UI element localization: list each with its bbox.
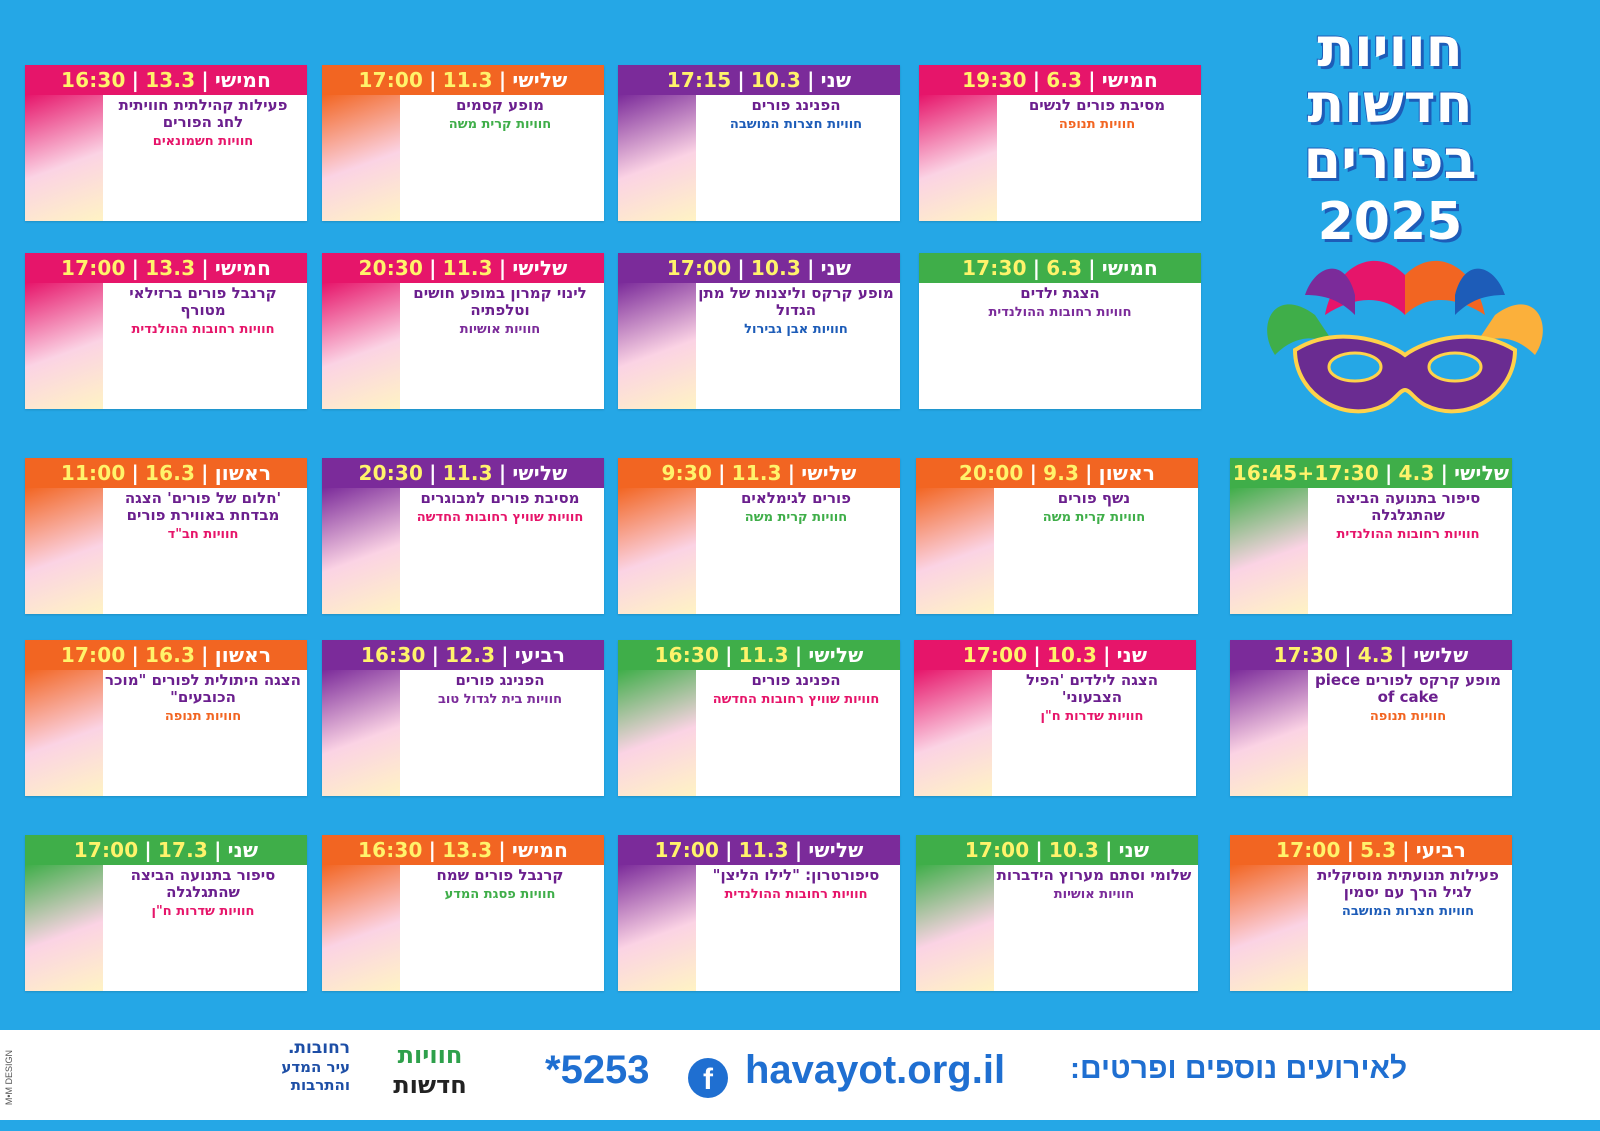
event-card-text <box>925 285 1195 321</box>
event-card-body <box>322 865 604 991</box>
event-card <box>919 65 1201 221</box>
event-day: שלישי <box>1413 643 1469 667</box>
brand-title-line-3: בפורים <box>1303 128 1477 191</box>
event-organizer: חוויות אבן גבירול <box>744 322 848 337</box>
performer-woman-image <box>322 283 400 409</box>
egg-story-image-2 <box>25 865 103 991</box>
header-separator: | <box>725 643 733 667</box>
event-card-header <box>25 835 307 865</box>
event-time: 16:45+17:30 <box>1232 461 1380 485</box>
event-time: 19:30 <box>962 68 1027 92</box>
event-title: הצגת ילדים <box>1020 284 1100 302</box>
mask-eye-right <box>1429 353 1481 381</box>
event-card-header <box>322 65 604 95</box>
header-separator: | <box>1402 838 1410 862</box>
event-date: 5.3 <box>1360 838 1397 862</box>
event-card <box>1230 835 1512 991</box>
brand-logo <box>1230 16 1550 260</box>
event-card-body <box>25 283 307 409</box>
event-time: 9:30 <box>661 461 713 485</box>
event-organizer: חוויות תנופה <box>1369 709 1447 724</box>
event-organizer: חוויות בית לגדול טוב <box>437 692 563 707</box>
party-glasses-image <box>618 95 696 221</box>
header-separator: | <box>1085 461 1093 485</box>
event-day: שני <box>820 256 852 280</box>
event-card <box>322 458 604 614</box>
clowns-party-image <box>322 488 400 614</box>
event-card-header <box>916 458 1198 488</box>
header-separator: | <box>794 643 803 667</box>
header-separator: | <box>807 68 815 92</box>
event-day: שני <box>227 838 259 862</box>
event-card <box>916 458 1198 614</box>
event-date: 9.3 <box>1043 461 1080 485</box>
event-card-body <box>618 95 900 221</box>
brand-title-line-1: חוויות <box>1317 16 1463 79</box>
header-separator: | <box>725 838 733 862</box>
event-card-body <box>322 283 604 409</box>
event-card-text <box>698 285 894 338</box>
facebook-icon[interactable]: f <box>688 1058 728 1098</box>
event-date: 10.3 <box>1048 838 1100 862</box>
event-time: 17:00 <box>73 838 139 862</box>
event-time: 16:30 <box>358 838 423 862</box>
event-time: 17:00 <box>964 838 1030 862</box>
event-card <box>1230 640 1512 796</box>
event-card-body <box>25 95 307 221</box>
event-card-text <box>1310 672 1506 725</box>
event-organizer: חוויות שדרות ח"ן <box>1040 709 1144 724</box>
event-card-text <box>698 867 894 903</box>
event-card-text <box>698 672 894 708</box>
event-organizer: חוויות קרית משה <box>1042 510 1146 525</box>
event-card-body <box>914 670 1196 796</box>
header-separator: | <box>428 838 437 862</box>
event-card-body <box>322 488 604 614</box>
event-time: 17:00 <box>654 838 720 862</box>
header-separator: | <box>1440 461 1449 485</box>
event-card-text <box>105 97 301 150</box>
event-title: סיפור בתנועה הביצה שהתגלגלה <box>1335 489 1481 524</box>
event-card <box>914 640 1196 796</box>
event-title: הפנינג פורים <box>455 671 545 689</box>
event-card <box>618 640 900 796</box>
event-card-header <box>322 835 604 865</box>
footer-info-label: לאירועים נוספים ופרטים: <box>1070 1052 1408 1085</box>
event-card-text <box>105 490 301 543</box>
header-separator: | <box>1088 68 1096 92</box>
header-separator: | <box>429 461 437 485</box>
havayot-logo <box>375 1040 485 1110</box>
event-date: 10.3 <box>1046 643 1098 667</box>
rehovot-logo-line-1: רחובות. <box>287 1038 350 1058</box>
header-separator: | <box>201 256 209 280</box>
event-day: חמישי <box>214 68 272 92</box>
unicorn-image <box>1230 865 1308 991</box>
event-card-body <box>618 670 900 796</box>
event-card <box>618 65 900 221</box>
header-separator: | <box>131 68 140 92</box>
characters-image <box>916 865 994 991</box>
event-card-text <box>996 490 1192 526</box>
event-time: 17:00 <box>962 643 1028 667</box>
header-separator: | <box>1033 643 1041 667</box>
event-date: 11.3 <box>442 68 493 92</box>
mask-feathers <box>1267 261 1543 355</box>
event-organizer: חוויות רחובות ההולנדית <box>724 887 868 902</box>
event-card-body <box>1230 488 1512 614</box>
header-separator: | <box>1088 256 1096 280</box>
event-organizer: חוויות שוויץ רחובות החדשה <box>712 692 880 707</box>
event-card-text <box>402 672 598 708</box>
event-card <box>322 253 604 409</box>
event-date: 11.3 <box>442 461 493 485</box>
purim-dream-image <box>25 488 103 614</box>
event-date: 4.3 <box>1357 643 1394 667</box>
event-organizer: חוויות תנופה <box>1058 117 1136 132</box>
carnival-mask-image <box>1255 255 1555 435</box>
event-card-header <box>25 640 307 670</box>
event-card <box>25 835 307 991</box>
event-date: 13.3 <box>442 838 493 862</box>
event-title: הפנינג פורים <box>751 671 841 689</box>
header-separator: | <box>498 461 507 485</box>
header-separator: | <box>431 643 440 667</box>
event-card-text <box>994 672 1190 725</box>
event-card-header <box>322 253 604 283</box>
event-card-header <box>25 458 307 488</box>
carnival-dancer-image <box>25 283 103 409</box>
event-card-body <box>25 488 307 614</box>
header-separator: | <box>1029 461 1038 485</box>
header-separator: | <box>144 838 152 862</box>
footer-bottom-bar <box>0 1120 1600 1131</box>
event-card <box>1230 458 1512 614</box>
rehovot-logo <box>230 1038 350 1112</box>
header-separator: | <box>498 256 507 280</box>
header-separator: | <box>131 643 140 667</box>
event-title: 'חלום של פורים' הצגה מבדחת באווירת פורים <box>124 489 282 524</box>
event-card <box>916 835 1198 991</box>
event-card-header <box>25 65 307 95</box>
event-card-text <box>105 867 301 920</box>
event-card-header <box>618 640 900 670</box>
rehovot-logo-line-2: עיר המדע <box>281 1058 350 1076</box>
event-card-text <box>698 97 894 133</box>
event-time: 17:00 <box>60 643 126 667</box>
event-organizer: חוויות רחובות ההולנדית <box>131 322 275 337</box>
event-card-body <box>618 865 900 991</box>
event-card <box>919 253 1201 409</box>
event-time: 17:00 <box>61 256 126 280</box>
havayot-logo-line-2: חדשות <box>393 1071 467 1099</box>
design-credit: M•M DESIGN <box>4 1050 14 1106</box>
event-title: פעילות תנועתית מוסיקלית לגיל הרך עם יסמין <box>1317 866 1499 901</box>
event-organizer: חוויות אושיות <box>459 322 541 337</box>
event-date: 10.3 <box>750 68 802 92</box>
event-organizer: חוויות קרית משה <box>744 510 848 525</box>
event-title: מופע קסמים <box>455 96 545 114</box>
event-card-header <box>25 253 307 283</box>
event-title: הפנינג פורים <box>751 96 841 114</box>
event-card-text <box>402 867 598 903</box>
event-title: מופע קרקס לפורים piece of cake <box>1315 671 1501 706</box>
event-day: רביעי <box>1415 838 1467 862</box>
header-separator: | <box>1399 643 1408 667</box>
event-card <box>25 640 307 796</box>
event-date: 11.3 <box>738 838 789 862</box>
event-date: 10.3 <box>750 256 802 280</box>
header-separator: | <box>1032 68 1041 92</box>
header-separator: | <box>787 461 796 485</box>
event-card-text <box>402 285 598 338</box>
header-separator: | <box>1105 838 1113 862</box>
header-separator: | <box>429 256 437 280</box>
event-card <box>618 253 900 409</box>
event-card-body <box>322 670 604 796</box>
event-day: רביעי <box>514 643 566 667</box>
event-date: 11.3 <box>731 461 782 485</box>
header-separator: | <box>501 643 509 667</box>
event-card-header <box>919 65 1201 95</box>
event-title: קרנבל פורים שמח <box>436 866 564 884</box>
event-time: 17:30 <box>1273 643 1339 667</box>
event-card-text <box>402 97 598 133</box>
event-card-text <box>105 672 301 725</box>
header-separator: | <box>737 68 745 92</box>
event-card <box>618 458 900 614</box>
event-date: 6.3 <box>1046 68 1083 92</box>
header-separator: | <box>214 838 222 862</box>
event-card <box>322 835 604 991</box>
event-time: 17:00 <box>358 68 424 92</box>
event-card <box>618 835 900 991</box>
event-date: 16.3 <box>145 643 196 667</box>
event-time: 11:00 <box>60 461 126 485</box>
havayot-logo-line-1: חוויות <box>397 1041 463 1069</box>
header-separator: | <box>498 838 506 862</box>
event-card-text <box>698 490 894 526</box>
mask-eye-left <box>1329 353 1381 381</box>
event-time: 16:30 <box>61 68 126 92</box>
event-organizer: חוויות שדרות ח"ן <box>151 904 255 919</box>
circus-image <box>618 283 696 409</box>
event-day: שלישי <box>512 461 568 485</box>
event-title: מסיבת פורים למבוגרים <box>420 489 580 507</box>
event-organizer: חוויות רחובות ההולנדית <box>1336 527 1480 542</box>
event-title: מופע קרקס וליצנות של מתן הגדול <box>698 284 894 319</box>
magic-hat-image <box>322 95 400 221</box>
event-title: הצגה היתולית לפורים "מוכר הכובעים" <box>105 671 301 706</box>
event-time: 17:30 <box>962 256 1027 280</box>
elephant-image <box>914 670 992 796</box>
event-organizer: חוויות חב"ד <box>167 527 239 542</box>
event-organizer: חוויות אושיות <box>1053 887 1135 902</box>
hat-seller-image <box>25 670 103 796</box>
header-separator: | <box>201 461 209 485</box>
header-separator: | <box>131 461 140 485</box>
event-card <box>25 458 307 614</box>
event-title: לינוי קמרון במופע חושים וטלפתיה <box>413 284 587 319</box>
header-separator: | <box>201 68 209 92</box>
event-card-body <box>25 865 307 991</box>
header-separator: | <box>1385 461 1393 485</box>
clown-image <box>25 95 103 221</box>
event-card-body <box>618 283 900 409</box>
event-card-body <box>916 488 1198 614</box>
event-day: שני <box>820 68 852 92</box>
event-title: נשף פורים <box>1057 489 1131 507</box>
event-time: 16:30 <box>360 643 426 667</box>
event-title: סיפור בתנועה הביצה שהתגלגלה <box>130 866 276 901</box>
event-card-header <box>322 640 604 670</box>
event-organizer: חוויות פסגת המדע <box>444 887 556 902</box>
event-time: 17:00 <box>1275 838 1341 862</box>
event-card <box>322 640 604 796</box>
event-time: 16:30 <box>654 643 720 667</box>
event-day: שלישי <box>808 643 864 667</box>
event-day: חמישי <box>214 256 272 280</box>
event-day: חמישי <box>1101 256 1158 280</box>
header-separator: | <box>1103 643 1111 667</box>
event-card-header <box>322 458 604 488</box>
header-separator: | <box>1035 838 1043 862</box>
phone-number[interactable]: *5253 <box>545 1048 650 1092</box>
hamantaschen-image <box>322 865 400 991</box>
event-organizer: חוויות קרית משה <box>448 117 552 132</box>
singer-image <box>916 488 994 614</box>
event-card-body <box>618 488 900 614</box>
event-card <box>322 65 604 221</box>
event-day: ראשון <box>214 461 272 485</box>
women-image <box>919 95 997 221</box>
king-image <box>322 670 400 796</box>
event-card <box>25 65 307 221</box>
event-card-body <box>1230 865 1512 991</box>
event-card-body <box>916 865 1198 991</box>
event-date: 13.3 <box>145 68 196 92</box>
event-card-header <box>1230 640 1512 670</box>
event-title: שלומי וסתם מערוץ הידברות <box>996 866 1192 884</box>
event-card-text <box>996 867 1192 903</box>
header-separator: | <box>794 838 803 862</box>
event-title: סיפורטרון: "לילו הליצן" <box>712 866 880 884</box>
event-card-body <box>1230 670 1512 796</box>
event-organizer: חוויות חצרות המושבה <box>729 117 863 132</box>
egg-story-image <box>1230 488 1308 614</box>
event-time: 17:15 <box>666 68 732 92</box>
rehovot-logo-line-3: והתרבות <box>290 1076 350 1094</box>
event-card-header <box>916 835 1198 865</box>
event-day: חמישי <box>1101 68 1158 92</box>
event-organizer: חוויות רחובות ההולנדית <box>988 305 1132 320</box>
event-card-header <box>914 640 1196 670</box>
event-day: שני <box>1118 838 1150 862</box>
event-card-body <box>322 95 604 221</box>
event-card-text <box>402 490 598 526</box>
event-day: שני <box>1116 643 1148 667</box>
event-day: ראשון <box>214 643 272 667</box>
event-card-header <box>1230 835 1512 865</box>
event-date: 13.3 <box>145 256 196 280</box>
event-time: 20:30 <box>358 256 424 280</box>
cake-image <box>1230 670 1308 796</box>
event-card <box>25 253 307 409</box>
event-organizer: חוויות תנופה <box>164 709 242 724</box>
brand-title-line-2: חדשות <box>1307 72 1473 135</box>
event-title: מסיבת פורים לנשים <box>1028 96 1166 114</box>
event-date: 17.3 <box>157 838 209 862</box>
header-separator: | <box>429 68 437 92</box>
website-link[interactable]: havayot.org.il <box>745 1048 1006 1092</box>
event-time: 20:30 <box>358 461 424 485</box>
event-title: פורים לגימלאים <box>740 489 852 507</box>
header-separator: | <box>131 256 140 280</box>
event-day: שלישי <box>808 838 864 862</box>
event-card-text <box>1310 490 1506 543</box>
event-organizer: חוויות שוויץ רחובות החדשה <box>416 510 584 525</box>
header-separator: | <box>1346 838 1355 862</box>
event-card-body <box>919 283 1201 409</box>
confetti-girl-image <box>618 670 696 796</box>
event-date: 11.3 <box>442 256 493 280</box>
mask-face <box>1295 337 1515 412</box>
event-date: 12.3 <box>445 643 496 667</box>
event-card-body <box>25 670 307 796</box>
event-card-body <box>919 95 1201 221</box>
event-title: הצגה לילדים 'הפיל הצבעוני' <box>1025 671 1159 706</box>
header-separator: | <box>1032 256 1041 280</box>
header-separator: | <box>718 461 726 485</box>
event-title: קרנבל פורים ברזילאי מטורף <box>129 284 277 319</box>
footer <box>0 1030 1600 1120</box>
event-card-text <box>999 97 1195 133</box>
event-card-header <box>618 65 900 95</box>
event-organizer: חוויות חצרות המושבה <box>1341 904 1475 919</box>
event-date: 4.3 <box>1398 461 1435 485</box>
event-day: שלישי <box>512 256 568 280</box>
brand-year: 2025 <box>1317 192 1463 252</box>
event-time: 20:00 <box>958 461 1024 485</box>
event-date: 6.3 <box>1046 256 1083 280</box>
event-card-text <box>105 285 301 338</box>
event-title: פעילות קהילתית חוויתית לחג הפורים <box>118 96 288 131</box>
microphone-image <box>618 488 696 614</box>
event-card-text <box>1310 867 1506 920</box>
event-date: 11.3 <box>738 643 789 667</box>
header-separator: | <box>1344 643 1352 667</box>
event-card-header <box>919 253 1201 283</box>
event-day: שלישי <box>801 461 857 485</box>
event-date: 16.3 <box>145 461 196 485</box>
event-organizer: חוויות חשמונאים <box>152 134 254 149</box>
event-card-header <box>1230 458 1512 488</box>
event-card-header <box>618 835 900 865</box>
event-day: ראשון <box>1098 461 1156 485</box>
header-separator: | <box>807 256 815 280</box>
clown-box-image <box>618 865 696 991</box>
event-day: שלישי <box>512 68 568 92</box>
header-separator: | <box>201 643 209 667</box>
event-day: חמישי <box>511 838 569 862</box>
event-day: שלישי <box>1454 461 1510 485</box>
event-card-header <box>618 458 900 488</box>
header-separator: | <box>737 256 745 280</box>
header-separator: | <box>498 68 507 92</box>
event-time: 17:00 <box>666 256 732 280</box>
event-card-header <box>618 253 900 283</box>
